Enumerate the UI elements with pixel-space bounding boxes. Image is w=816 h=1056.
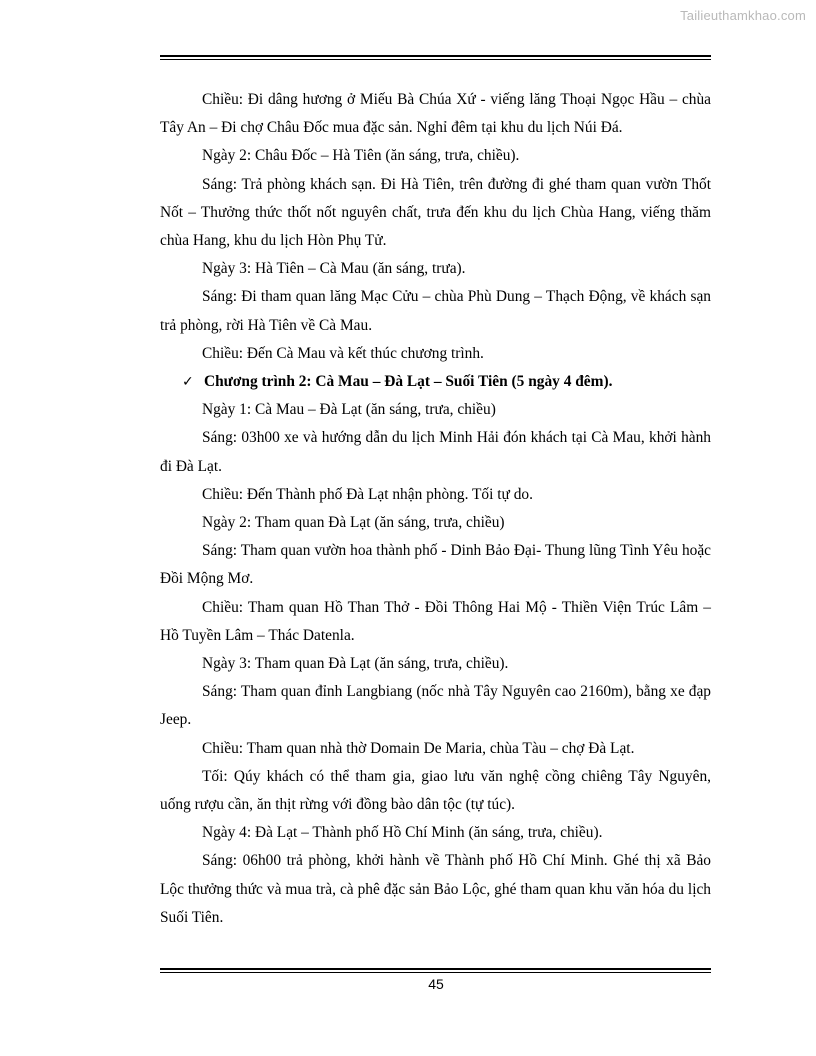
document-body [160,86,711,932]
paragraph: Tối: Qúy khách có thể tham gia, giao lưu văn nghệ cồng chiêng Tây Nguyên, uống rượu cần, ăn thịt rừng với đồng bào dân tộc (tự túc). [160,767,711,814]
paragraph: Chiều: Tham quan nhà thờ Domain De Maria, chùa Tàu – chợ Đà Lạt. [202,739,635,757]
paragraph: Ngày 2: Tham quan Đà Lạt (ăn sáng, trưa, chiều) [202,514,505,532]
paragraph: Chiều: Đến Cà Mau và kết thúc chương trình. [202,344,484,362]
paragraph: Ngày 3: Hà Tiên – Cà Mau (ăn sáng, trưa). [202,260,466,278]
paragraph: Chiều: Tham quan Hồ Than Thở - Đồi Thông Hai Mộ - Thiền Viện Trúc Lâm – Hồ Tuyền Lâm – Thác Datenla. [160,598,711,644]
paragraph: Sáng: Đi tham quan lăng Mạc Cửu – chùa Phù Dung – Thạch Động, về khách sạn trả phòng, rời Hà Tiên về Cà Mau. [160,288,711,334]
paragraph: Chiều: Đi dâng hương ở Miếu Bà Chúa Xứ - viếng lăng Thoại Ngọc Hầu – chùa Tây An – Đi chợ Châu Đốc mua đặc sản. Nghỉ đêm tại khu du lịch Núi Đá. [160,91,711,137]
paragraph: Ngày 1: Cà Mau – Đà Lạt (ăn sáng, trưa, chiều) [202,401,496,419]
footer-rule [160,968,711,973]
paragraph: Chiều: Đến Thành phố Đà Lạt nhận phòng. Tối tự do. [202,485,533,503]
paragraph: Ngày 4: Đà Lạt – Thành phố Hồ Chí Minh (ăn sáng, trưa, chiều). [202,824,603,842]
program-heading [160,368,711,396]
paragraph: Sáng: Trả phòng khách sạn. Đi Hà Tiên, trên đường đi ghé tham quan vườn Thốt Nốt – Thưởng thức thốt nốt nguyên chất, trưa đến khu du lịch Chùa Hang, viếng thăm chùa Hang, khu du lịch Hòn Phụ Tử. [160,175,711,250]
watermark: Tailieuthamkhao.com [680,8,806,23]
paragraph: Ngày 2: Châu Đốc – Hà Tiên (ăn sáng, trưa, chiều). [202,147,520,165]
program-heading-text: Chương trình 2: Cà Mau – Đà Lạt – Suối Tiên (5 ngày 4 đêm). [204,373,613,391]
checkmark-icon: ✓ [182,374,194,391]
header-rule [160,55,711,60]
paragraph: Ngày 3: Tham quan Đà Lạt (ăn sáng, trưa, chiều). [202,655,509,673]
paragraph: Sáng: 06h00 trả phòng, khởi hành về Thành phố Hồ Chí Minh. Ghé thị xã Bảo Lộc thưởng thức và mua trà, cà phê đặc sản Bảo Lộc, ghé tham quan khu văn hóa du lịch Suối Tiên. [160,852,711,926]
paragraph: Sáng: 03h00 xe và hướng dẫn du lịch Minh Hải đón khách tại Cà Mau, khởi hành đi Đà Lạt. [160,429,711,475]
page-number: 45 [428,976,444,992]
paragraph: Sáng: Tham quan đỉnh Langbiang (nốc nhà Tây Nguyên cao 2160m), bằng xe đạp Jeep. [160,683,711,729]
paragraph: Sáng: Tham quan vườn hoa thành phố - Dinh Bảo Đại- Thung lũng Tình Yêu hoặc Đồi Mộng Mơ. [160,542,711,588]
